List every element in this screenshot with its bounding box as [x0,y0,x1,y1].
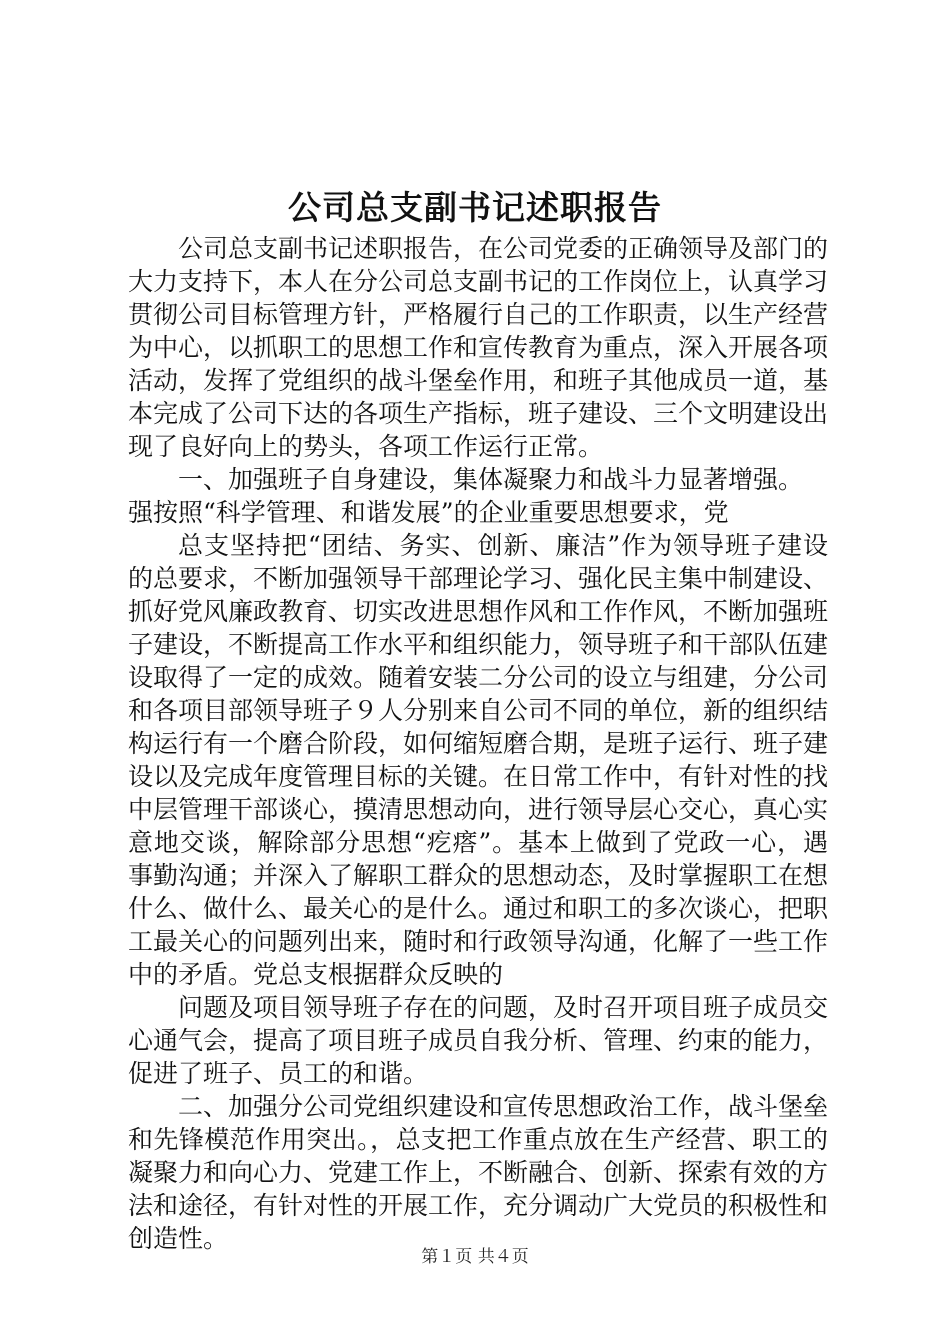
paragraph-section-one-conclusion: 问题及项目领导班子存在的问题，及时召开项目班子成员交心通气会，提高了项目班子成员自我分析、管理、约束的能力，促进了班子、员工的和谐。 [128,993,829,1088]
document-title: 公司总支副书记述职报告 [288,188,662,227]
paragraph-section-one-lead: 强按照“科学管理、和谐发展”的企业重要思想要求，党 [128,498,729,527]
paragraph-section-one-heading: 一、加强班子自身建设，集体凝聚力和战斗力显著增强。 [178,465,804,494]
document-body [128,232,828,1255]
paragraph-section-two: 二、加强分公司党组织建设和宣传思想政治工作，战斗堡垒和先锋模范作用突出。，总支把工作重点放在生产经营、职工的凝聚力和向心力、党建工作上，不断融合、创新、探索有效的方法和途径，有针对性的开展工作，充分调动广大党员的积极性和创造性。 [128,1092,829,1253]
paragraph-section-one-body: 总支坚持把“团结、务实、创新、廉洁”作为领导班子建设的总要求，不断加强领导干部理论学习、强化民主集中制建设、抓好党风廉政教育、切实改进思想作风和工作作风，不断加强班子建设，不断提高工作水平和组织能力，领导班子和干部队伍建设取得了一定的成效。随着安装二分公司的设立与组建，分公司和各项目部领导班子９人分别来自公司不同的单位，新的组织结构运行有一个磨合阶段，如何缩短磨合期，是班子运行、班子建设以及完成年度管理目标的关键。在日常工作中，有针对性的找中层管理干部谈心，摸清思想动向，进行领导层心交心，真心实意地交谈，解除部分思想“疙瘩”。基本上做到了党政一心，遇事勤沟通；并深入了解职工群众的思想动态，及时掌握职工在想什么、做什么、最关心的是什么。通过和职工的多次谈心，把职工最关心的问题列出来，随时和行政领导沟通，化解了一些工作中的矛盾。党总支根据群众反映的 [128,531,829,989]
page-number-footer: 第１页 共４页 [421,1247,529,1267]
paragraph-intro: 公司总支副书记述职报告，在公司党委的正确领导及部门的大力支持下，本人在分公司总支副书记的工作岗位上，认真学习贯彻公司目标管理方针，严格履行自己的工作职责，以生产经营为中心，以抓职工的思想工作和宣传教育为重点，深入开展各项活动，发挥了党组织的战斗堡垒作用，和班子其他成员一道，基本完成了公司下达的各项生产指标，班子建设、三个文明建设出现了良好向上的势头，各项工作运行正常。 [128,234,829,461]
